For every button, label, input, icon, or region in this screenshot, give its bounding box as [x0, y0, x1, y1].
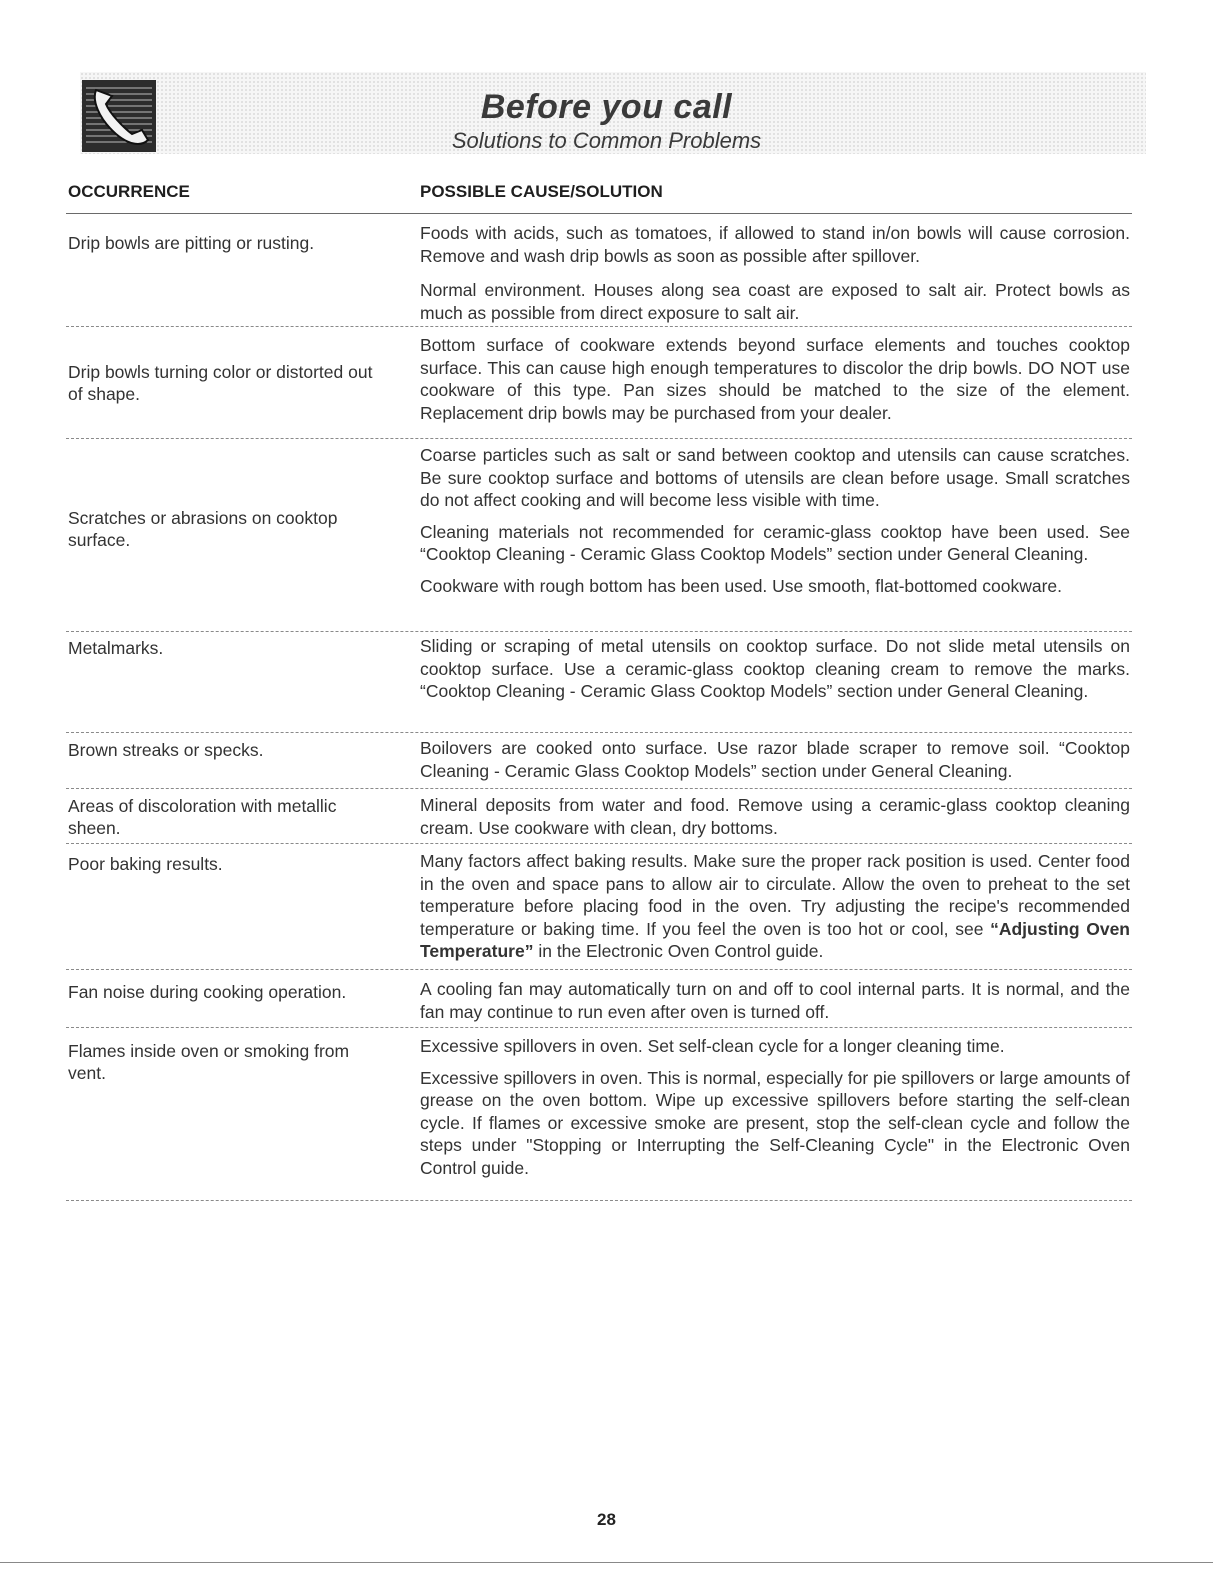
- table-row: [66, 327, 1132, 439]
- occurrence-text: Poor baking results.: [68, 854, 223, 874]
- occurrence-text: Scratches or abrasions on cooktop surface.: [68, 507, 338, 550]
- occurrence-text: Fan noise during cooking operation.: [68, 982, 347, 1002]
- solution-text: Bottom surface of cookware extends beyond surface elements and touches cooktop surface. This can cause high enough temperatures to discolor the drip bowls. DO NOT use cookware of this type. Pan sizes should be matched to the size of the element. Replacement drip bowls may be purchased from your dealer.: [420, 335, 1130, 423]
- occurrence-text: Brown streaks or specks.: [68, 740, 264, 760]
- occurrence-text: Drip bowls are pitting or rusting.: [68, 233, 315, 253]
- footer-divider: [0, 1562, 1213, 1563]
- page-title: Before you call: [480, 88, 733, 126]
- table-row: [66, 439, 1132, 632]
- page-number: 28: [597, 1510, 616, 1529]
- troubleshooting-table: [66, 214, 1132, 1201]
- solution-text: Sliding or scraping of metal utensils on cooktop surface. Do not slide metal utensils on cooktop surface. Use a ceramic-glass cooktop cleaning cream to remove the marks. “Cooktop Cleaning - Ceramic Glass Cooktop Models” section under General Cleaning.: [420, 636, 1130, 701]
- solution-text: Boilovers are cooked onto surface. Use razor blade scraper to remove soil. “Cooktop Cleaning - Ceramic Glass Cooktop Models” section under General Cleaning.: [420, 738, 1130, 781]
- solution-text: Normal environment. Houses along sea coast are exposed to salt air. Protect bowls as much as possible from direct exposure to salt air.: [420, 280, 1130, 323]
- solution-text: Cookware with rough bottom has been used. Use smooth, flat-bottomed cookware.: [420, 575, 1063, 596]
- solution-text: [420, 850, 1130, 963]
- table-row: [66, 789, 1132, 844]
- occurrence-text: Areas of discoloration with metallic sheen.: [68, 796, 337, 838]
- table-row: [66, 970, 1132, 1028]
- solution-text: Cleaning materials not recommended for ceramic-glass cooktop have been used. See “Cooktop Cleaning - Ceramic Glass Cooktop Models” section under General Cleaning.: [420, 521, 1130, 564]
- solution-text: Excessive spillovers in oven. Set self-clean cycle for a longer cleaning time.: [420, 1036, 1005, 1056]
- solution-text-main: Many factors affect baking results. Make sure the proper rack position is used. Center food in the oven and space pans to allow air to circulate. Allow the oven to preheat to the set temperature before placing food in the oven. Try adjusting the recipe's recommended temperature or baking time. If you feel the oven is too hot or cool, see: [420, 851, 1130, 939]
- occurrence-text: Flames inside oven or smoking from vent.: [68, 1041, 350, 1083]
- table-row: [66, 214, 1132, 327]
- occurrence-text: Metalmarks.: [68, 638, 164, 658]
- solution-text: Excessive spillovers in oven. This is normal, especially for pie spillovers or large amounts of grease on the oven bottom. Wipe up excessive spillovers before starting the self-clean cycle. If flames or excessive smoke are present, stop the self-clean cycle and follow the steps under "Stopping or Interrupting the Self-Cleaning Cycle" in the Electronic Oven Control guide.: [420, 1067, 1130, 1178]
- page-subtitle: Solutions to Common Problems: [451, 128, 762, 153]
- solution-text: Mineral deposits from water and food. Remove using a ceramic-glass cooktop cleaning cream. Use cookware with clean, dry bottoms.: [420, 795, 1130, 838]
- solution-text: Coarse particles such as salt or sand between cooktop and utensils can cause scratches. Be sure cooktop surface and bottoms of utensils are clean before usage. Small scratches do not affect cooking and will become less visible with time.: [420, 445, 1130, 510]
- solution-column-header: POSSIBLE CAUSE/SOLUTION: [420, 182, 663, 201]
- solution-text-bold: “Adjusting Oven Temperature”: [420, 918, 1130, 961]
- occurrence-column-header: OCCURRENCE: [68, 182, 190, 201]
- table-row: [66, 844, 1132, 970]
- solution-text: A cooling fan may automatically turn on and off to cool internal parts. It is normal, and the fan may continue to run even after oven is turned off.: [420, 979, 1130, 1022]
- table-row: [66, 632, 1132, 733]
- table-row: [66, 1028, 1132, 1201]
- table-row: [66, 733, 1132, 789]
- solution-text: Foods with acids, such as tomatoes, if allowed to stand in/on bowls will cause corrosion. Remove and wash drip bowls as soon as possible after spillover.: [420, 223, 1130, 266]
- occurrence-text: Drip bowls turning color or distorted out of shape.: [68, 362, 373, 404]
- solution-text-tail: in the Electronic Oven Control guide.: [533, 941, 824, 961]
